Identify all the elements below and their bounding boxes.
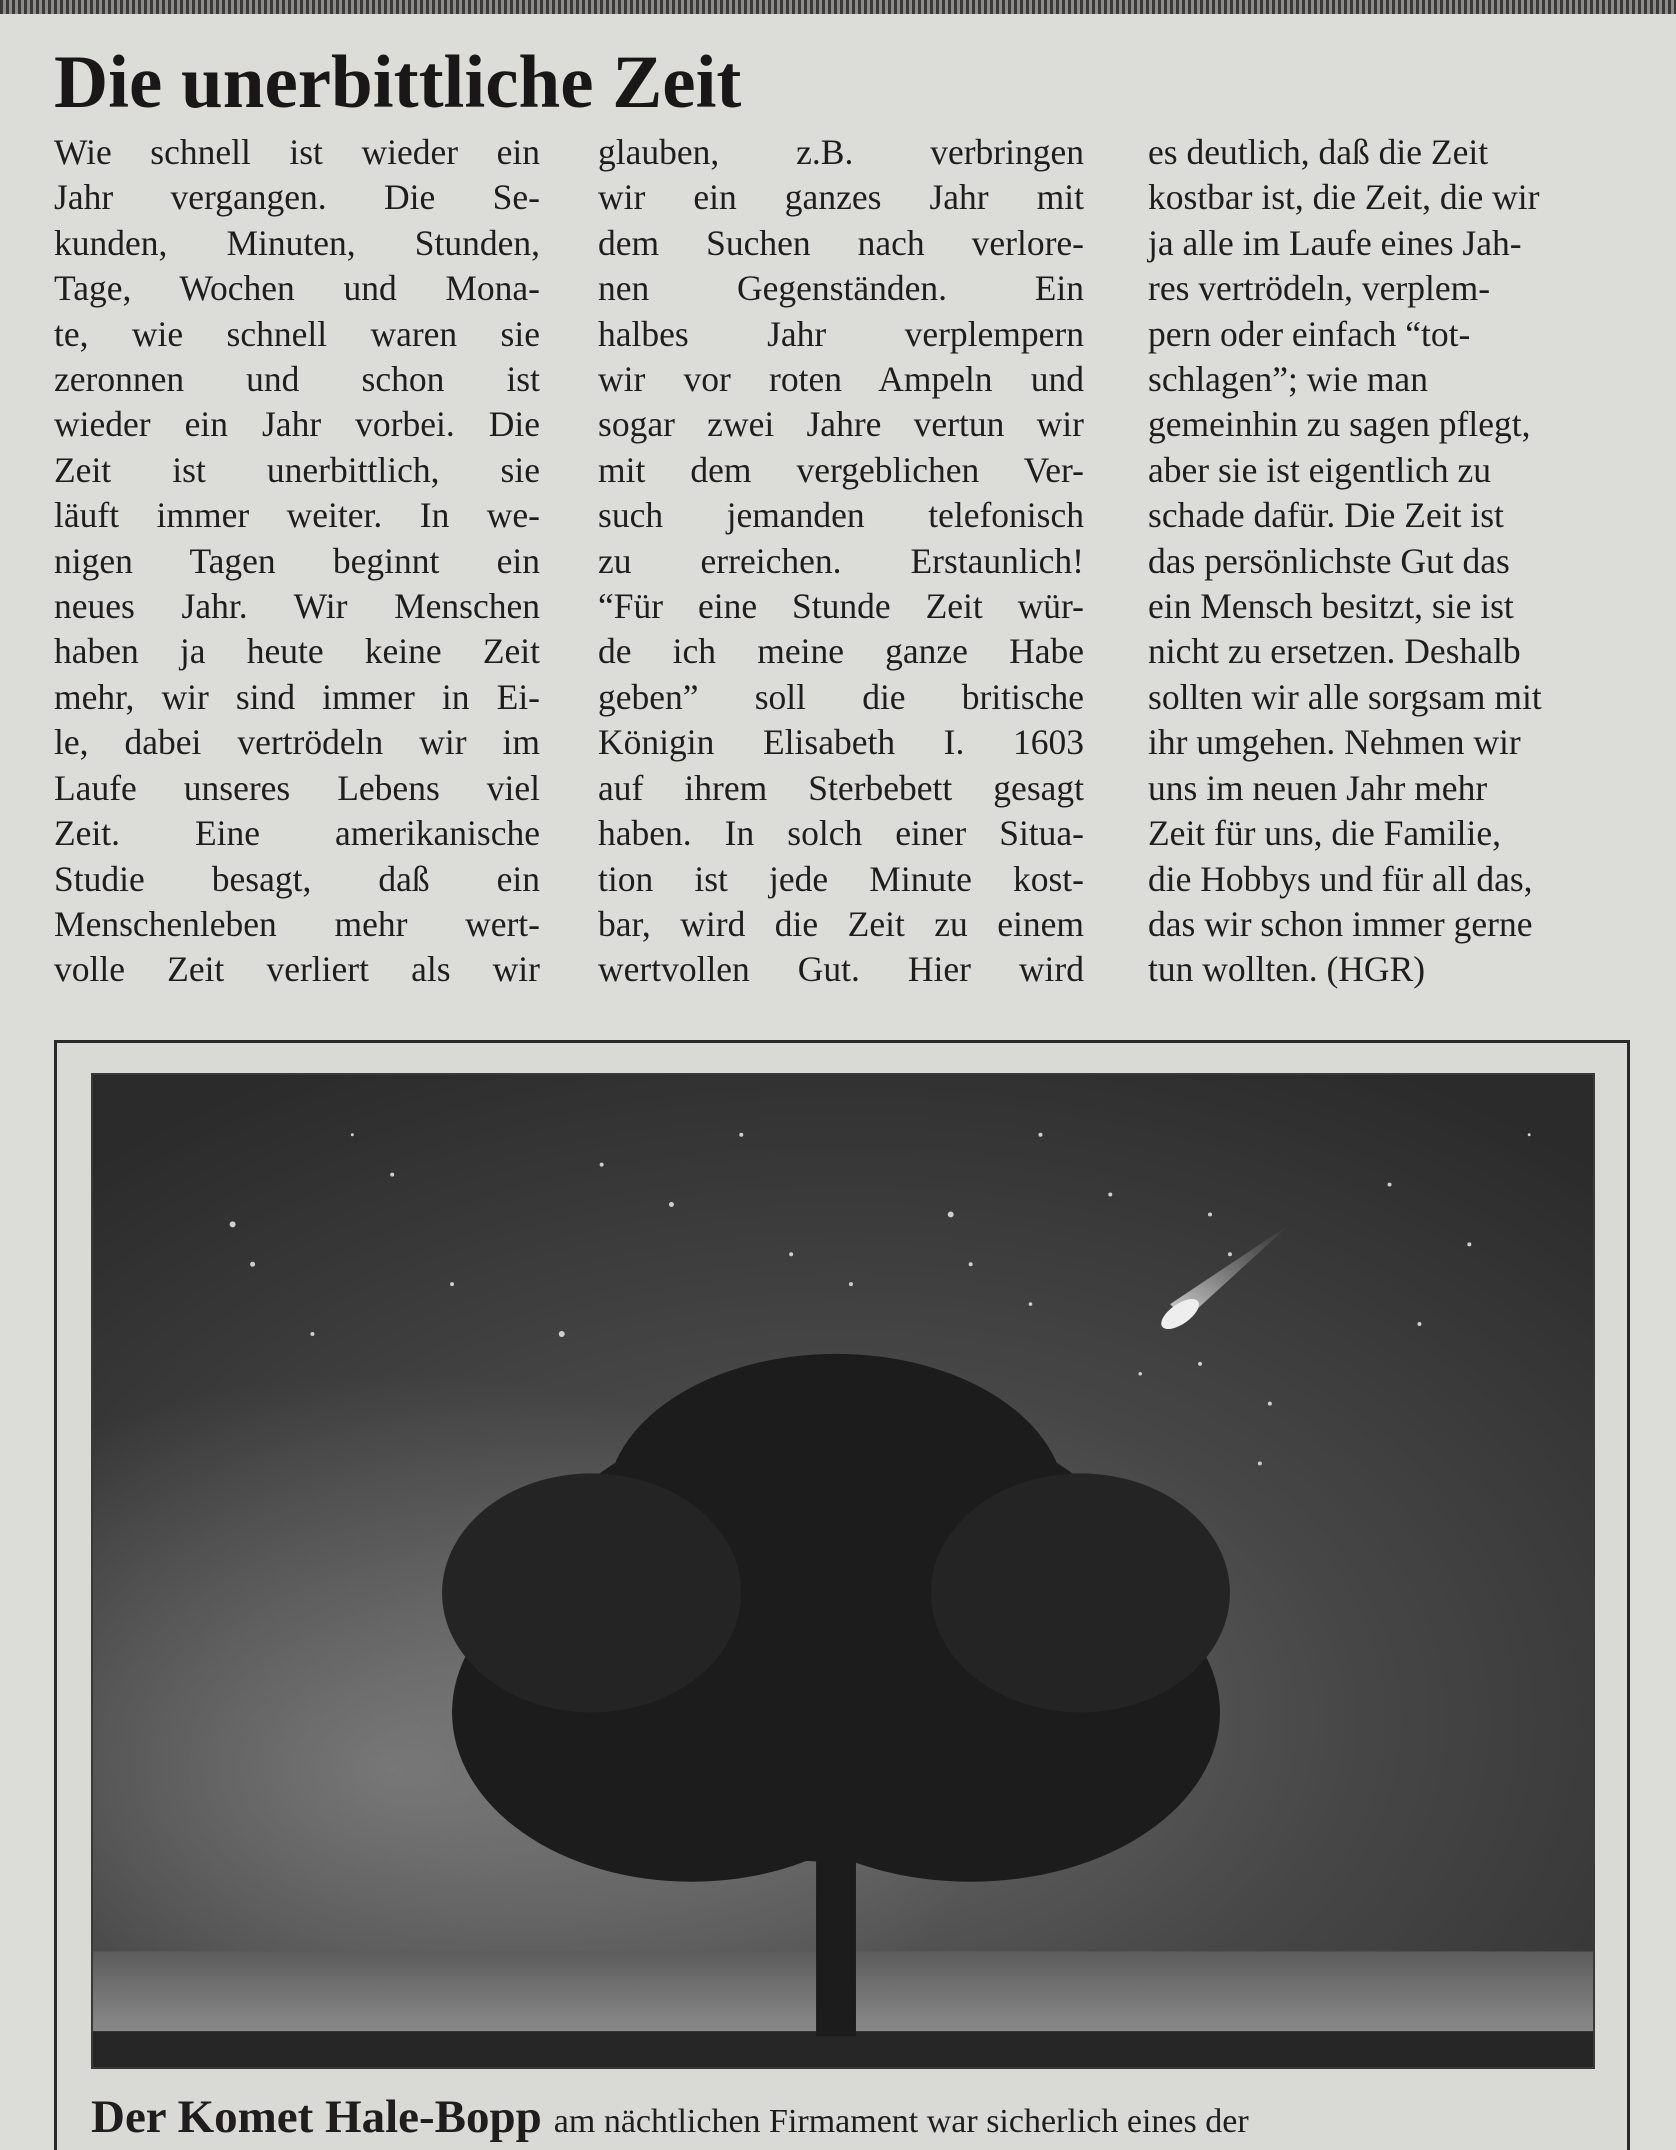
text-line: wir ein ganzes Jahr mit <box>598 177 1084 218</box>
article-body <box>54 130 1630 1010</box>
article-column-3 <box>1148 130 1634 993</box>
article-column-2 <box>598 130 1084 993</box>
text-line: pern oder einfach “tot- <box>1148 313 1471 354</box>
text-line: de ich meine ganze Habe <box>598 631 1084 672</box>
text-line: neues Jahr. Wir Menschen <box>54 586 540 627</box>
text-line: Wie schnell ist wieder ein <box>54 132 540 172</box>
text-line: geben” soll die britische <box>598 676 1084 717</box>
text-line: tion ist jede Minute kost- <box>598 858 1084 899</box>
text-line: nigen Tagen beginnt ein <box>54 540 540 581</box>
night-sky-illustration <box>93 1075 1593 2067</box>
text-line: zeronnen und schon ist <box>54 359 540 400</box>
text-line: haben. In solch einer Situa- <box>598 813 1084 854</box>
text-line: Jahr vergangen. Die Se- <box>54 177 540 218</box>
text-line: mehr, wir sind immer in Ei- <box>54 676 540 717</box>
text-line: ein Mensch besitzt, sie ist <box>1148 586 1514 627</box>
text-line: Zeit. Eine amerikanische <box>54 813 540 854</box>
text-line: auf ihrem Sterbebett gesagt <box>598 767 1084 808</box>
text-line: Königin Elisabeth I. 1603 <box>598 722 1084 763</box>
text-line: kunden, Minuten, Stunden, <box>54 222 540 263</box>
text-line: halbes Jahr verplempern <box>598 313 1084 354</box>
text-line: es deutlich, daß die Zeit <box>1148 132 1489 172</box>
text-line: mit dem vergeblichen Ver- <box>598 449 1084 490</box>
text-line: te, wie schnell waren sie <box>54 313 540 354</box>
top-decorative-rule <box>0 0 1676 14</box>
text-line: ja alle im Laufe eines Jah- <box>1148 222 1522 263</box>
text-line: gemeinhin zu sagen pflegt, <box>1148 404 1531 445</box>
text-line: glauben, z.B. verbringen <box>598 132 1084 172</box>
text-line: wertvollen Gut. Hier wird <box>598 949 1084 990</box>
text-line: sollten wir alle sorgsam mit <box>1148 676 1542 717</box>
text-line: schlagen”; wie man <box>1148 359 1428 400</box>
text-line: Laufe unseres Lebens viel <box>54 767 540 808</box>
text-line: das wir schon immer gerne <box>1148 903 1533 944</box>
text-line: schade dafür. Die Zeit ist <box>1148 495 1504 536</box>
text-line: Menschenleben mehr wert- <box>54 903 540 944</box>
text-line: sogar zwei Jahre vertun wir <box>598 404 1084 445</box>
text-line: Tage, Wochen und Mona- <box>54 268 540 309</box>
text-line: bar, wird die Zeit zu einem <box>598 903 1084 944</box>
text-line: Studie besagt, daß ein <box>54 858 540 899</box>
text-line: tun wollten. (HGR) <box>1148 949 1426 990</box>
text-line: wir vor roten Ampeln und <box>598 359 1084 400</box>
photo-caption <box>91 2091 1595 2144</box>
caption-text: am nächtlichen Firmament war sicherlich eines der <box>553 2103 1249 2140</box>
comet-tree-photo <box>91 1073 1595 2069</box>
text-line: zu erreichen. Erstaunlich! <box>598 540 1084 581</box>
text-line: “Für eine Stunde Zeit wür- <box>598 586 1084 627</box>
article-headline: Die unerbittliche Zeit <box>54 41 742 124</box>
text-line: uns im neuen Jahr mehr <box>1148 767 1488 808</box>
text-line: aber sie ist eigentlich zu <box>1148 449 1492 490</box>
text-line: volle Zeit verliert als wir <box>54 949 540 990</box>
article-column-1 <box>54 130 540 993</box>
photo-box <box>54 1040 1630 2150</box>
text-line: kostbar ist, die Zeit, die wir <box>1148 177 1540 218</box>
text-line: nen Gegenständen. Ein <box>598 268 1084 309</box>
text-line: die Hobbys und für all das, <box>1148 858 1533 899</box>
text-line: wieder ein Jahr vorbei. Die <box>54 404 540 445</box>
text-line: das persönlichste Gut das <box>1148 540 1510 581</box>
text-line: Zeit für uns, die Familie, <box>1148 813 1501 854</box>
caption-lead: Der Komet Hale-Bopp <box>91 2091 542 2143</box>
text-line: haben ja heute keine Zeit <box>54 631 540 672</box>
text-line: ihr umgehen. Nehmen wir <box>1148 722 1521 763</box>
text-line: Zeit ist unerbittlich, sie <box>54 449 540 490</box>
text-line: res vertrödeln, verplem- <box>1148 268 1491 309</box>
text-line: nicht zu ersetzen. Deshalb <box>1148 631 1521 672</box>
text-line: dem Suchen nach verlore- <box>598 222 1084 263</box>
text-line: le, dabei vertrödeln wir im <box>54 722 540 763</box>
text-line: such jemanden telefonisch <box>598 495 1084 536</box>
text-line: läuft immer weiter. In we- <box>54 495 540 536</box>
